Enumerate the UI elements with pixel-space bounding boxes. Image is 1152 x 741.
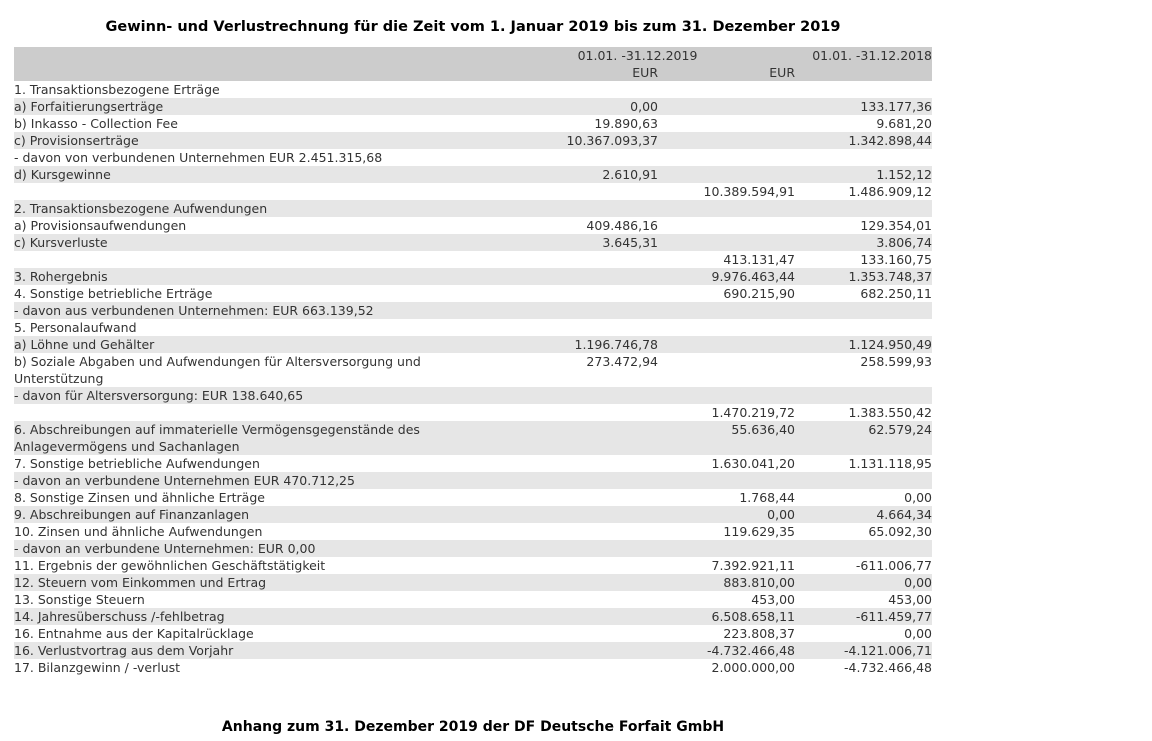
amount-2019-detail: 19.890,63 — [594, 116, 658, 131]
amount-2019-detail — [480, 625, 658, 642]
amount-2019-detail: 273.472,94 — [586, 354, 658, 369]
amount-2019-total — [658, 81, 795, 98]
table-row — [14, 319, 932, 336]
amount-2018: -4.121.006,71 — [795, 642, 932, 659]
row-label: 16. Entnahme aus der Kapitalrücklage — [14, 626, 254, 641]
row-label: 4. Sonstige betriebliche Erträge — [14, 286, 213, 301]
amount-2018 — [795, 387, 932, 404]
table-row — [14, 506, 932, 523]
amount-2019-total: 55.636,40 — [658, 421, 795, 455]
row-label: d) Kursgewinne — [14, 166, 480, 183]
table-row — [14, 98, 932, 115]
amount-2018 — [795, 81, 932, 98]
amount-2018: -4.732.466,48 — [843, 660, 932, 675]
amount-2019-detail — [480, 523, 658, 540]
amount-2018: 4.664,34 — [795, 506, 932, 523]
row-label: - davon aus verbundenen Unternehmen: EUR 663.139,52 — [14, 302, 480, 319]
amount-2018: 3.806,74 — [795, 234, 932, 251]
amount-2019-total: 7.392.921,11 — [711, 558, 795, 573]
table-row — [14, 540, 932, 557]
table-row — [14, 183, 932, 200]
amount-2019-detail — [480, 200, 658, 217]
amount-2018: 0,00 — [795, 574, 932, 591]
row-label: a) Provisionsaufwendungen — [14, 218, 187, 233]
table-row — [14, 251, 932, 268]
row-label: b) Inkasso - Collection Fee — [14, 116, 178, 131]
row-label — [14, 404, 480, 421]
amount-2019-total — [658, 149, 795, 166]
amount-2019-total: 223.808,37 — [723, 626, 795, 641]
amount-2018: 0,00 — [904, 490, 932, 505]
table-row — [14, 81, 932, 98]
amount-2019-detail — [480, 251, 658, 268]
document-page — [14, 0, 932, 735]
amount-2019-total: 9.976.463,44 — [658, 268, 795, 285]
row-label: - davon an verbundene Unternehmen: EUR 0,00 — [14, 540, 480, 557]
row-label: - davon von verbundenen Unternehmen EUR 2.451.315,68 — [14, 150, 383, 165]
amount-2019-detail — [480, 387, 658, 404]
amount-2018: 0,00 — [904, 626, 932, 641]
table-row — [14, 659, 932, 676]
amount-2019-detail: 10.367.093,37 — [480, 132, 658, 149]
row-label: 1. Transaktionsbezogene Erträge — [14, 82, 220, 97]
table-row — [14, 574, 932, 591]
table-row — [14, 387, 932, 404]
table-row — [14, 302, 932, 319]
header-period-row — [14, 47, 932, 64]
table-row — [14, 149, 932, 166]
amount-2018 — [795, 472, 932, 489]
row-label: b) Soziale Abgaben und Aufwendungen für Altersversorgung und Unterstützung — [14, 354, 421, 386]
amount-2019-total: 2.000.000,00 — [711, 660, 795, 675]
page-title: Gewinn- und Verlustrechnung für die Zeit vom 1. Januar 2019 bis zum 31. Dezember 2019 — [105, 19, 841, 35]
column-header-period-2018: 01.01. -31.12.2018 — [795, 47, 932, 64]
row-label: 10. Zinsen und ähnliche Aufwendungen — [14, 524, 263, 539]
table-row — [14, 421, 932, 455]
table-row — [14, 557, 932, 574]
amount-2018: 65.092,30 — [868, 524, 932, 539]
amount-2018: 129.354,01 — [860, 218, 932, 233]
amount-2019-detail — [480, 591, 658, 608]
amount-2019-total: 1.768,44 — [739, 490, 795, 505]
amount-2018: 133.160,75 — [860, 252, 932, 267]
amount-2019-total: -4.732.466,48 — [658, 642, 795, 659]
table-row — [14, 132, 932, 149]
amount-2019-total: 0,00 — [658, 506, 795, 523]
amount-2019-total: 453,00 — [751, 592, 795, 607]
table-row — [14, 217, 932, 234]
row-label — [14, 183, 480, 200]
amount-2018 — [795, 149, 932, 166]
amount-2019-total — [658, 387, 795, 404]
table-row — [14, 404, 932, 421]
amount-2019-detail — [480, 642, 658, 659]
amount-2019-total: 413.131,47 — [723, 252, 795, 267]
amount-2018: 453,00 — [888, 592, 932, 607]
amount-2019-detail — [480, 81, 658, 98]
amount-2019-detail — [480, 183, 658, 200]
amount-2018: 1.342.898,44 — [795, 132, 932, 149]
table-body — [14, 81, 932, 676]
profit-and-loss-table — [14, 47, 932, 676]
amount-2019-detail — [480, 574, 658, 591]
amount-2019-detail — [480, 421, 658, 455]
row-label: 13. Sonstige Steuern — [14, 592, 145, 607]
amount-2019-detail: 0,00 — [480, 98, 658, 115]
column-header-currency-2019-total: EUR — [658, 64, 795, 81]
header-spacer-cell — [14, 47, 480, 64]
table-header — [14, 47, 932, 81]
table-row — [14, 608, 932, 625]
amount-2019-detail — [480, 557, 658, 574]
amount-2019-detail: 2.610,91 — [480, 166, 658, 183]
amount-2018 — [795, 200, 932, 217]
header-currency-row — [14, 64, 932, 81]
amount-2019-total: 690.215,90 — [723, 286, 795, 301]
row-label: c) Kursverluste — [14, 234, 480, 251]
amount-2018 — [795, 302, 932, 319]
amount-2018: 9.681,20 — [876, 116, 932, 131]
table-row — [14, 336, 932, 353]
amount-2019-total — [658, 353, 795, 387]
amount-2019-total: 6.508.658,11 — [658, 608, 795, 625]
row-label: 8. Sonstige Zinsen und ähnliche Erträge — [14, 490, 265, 505]
amount-2018: 1.486.909,12 — [848, 184, 932, 199]
amount-2019-detail: 409.486,16 — [586, 218, 658, 233]
document-footer: Anhang zum 31. Dezember 2019 der DF Deutsche Forfait GmbH — [221, 719, 725, 735]
row-label: 2. Transaktionsbezogene Aufwendungen — [14, 200, 480, 217]
amount-2019-detail: 3.645,31 — [480, 234, 658, 251]
amount-2019-total — [658, 200, 795, 217]
amount-2018: 682.250,11 — [860, 286, 932, 301]
row-label: - davon für Altersversorgung: EUR 138.640,65 — [14, 387, 480, 404]
amount-2018: 62.579,24 — [795, 421, 932, 455]
amount-2019-total — [658, 115, 795, 132]
table-row — [14, 115, 932, 132]
row-label: 12. Steuern vom Einkommen und Ertrag — [14, 574, 480, 591]
table-row — [14, 268, 932, 285]
row-label: - davon an verbundene Unternehmen EUR 470.712,25 — [14, 472, 480, 489]
amount-2019-detail — [480, 489, 658, 506]
amount-2018: 1.353.748,37 — [795, 268, 932, 285]
amount-2018: 133.177,36 — [795, 98, 932, 115]
column-header-currency-2019-detail: EUR — [480, 64, 658, 81]
table-row — [14, 523, 932, 540]
row-label: 5. Personalaufwand — [14, 320, 137, 335]
row-label: 3. Rohergebnis — [14, 268, 480, 285]
amount-2018: -611.006,77 — [855, 558, 932, 573]
amount-2018: 1.124.950,49 — [795, 336, 932, 353]
row-label: 7. Sonstige betriebliche Aufwendungen — [14, 456, 260, 471]
amount-2019-total — [658, 132, 795, 149]
amount-2019-total — [658, 98, 795, 115]
amount-2019-total — [658, 319, 795, 336]
header-spacer-cell — [795, 64, 932, 81]
amount-2019-detail — [480, 319, 658, 336]
row-label: a) Löhne und Gehälter — [14, 336, 480, 353]
table-row — [14, 472, 932, 489]
row-label: 9. Abschreibungen auf Finanzanlagen — [14, 506, 480, 523]
table-row — [14, 166, 932, 183]
amount-2019-total: 119.629,35 — [723, 524, 795, 539]
amount-2018: -611.459,77 — [795, 608, 932, 625]
amount-2019-detail — [480, 472, 658, 489]
row-label: 16. Verlustvortrag aus dem Vorjahr — [14, 642, 480, 659]
row-label: 17. Bilanzgewinn / -verlust — [14, 660, 181, 675]
amount-2018: 258.599,93 — [860, 354, 932, 369]
amount-2019-detail — [480, 149, 658, 166]
amount-2019-total — [658, 234, 795, 251]
amount-2019-detail — [480, 608, 658, 625]
table-row — [14, 353, 932, 387]
amount-2019-detail — [480, 659, 658, 676]
amount-2019-detail — [480, 455, 658, 472]
amount-2018: 1.131.118,95 — [848, 456, 932, 471]
amount-2019-total — [658, 302, 795, 319]
table-row — [14, 625, 932, 642]
table-row — [14, 489, 932, 506]
header-spacer-cell — [14, 64, 480, 81]
amount-2019-total: 1.630.041,20 — [711, 456, 795, 471]
table-row — [14, 642, 932, 659]
amount-2019-detail — [480, 404, 658, 421]
amount-2019-detail — [480, 285, 658, 302]
table-row — [14, 200, 932, 217]
amount-2019-total — [658, 166, 795, 183]
table-row — [14, 234, 932, 251]
row-label: a) Forfaitierungserträge — [14, 98, 480, 115]
amount-2019-detail — [480, 540, 658, 557]
row-label — [14, 251, 480, 268]
amount-2019-total — [658, 472, 795, 489]
amount-2019-total: 10.389.594,91 — [703, 184, 795, 199]
amount-2018: 1.152,12 — [795, 166, 932, 183]
amount-2019-total — [658, 336, 795, 353]
row-label: 14. Jahresüberschuss /-fehlbetrag — [14, 608, 480, 625]
amount-2019-total: 883.810,00 — [658, 574, 795, 591]
table-row — [14, 591, 932, 608]
table-row — [14, 455, 932, 472]
row-label: 11. Ergebnis der gewöhnlichen Geschäftstätigkeit — [14, 558, 326, 573]
row-label: c) Provisionserträge — [14, 132, 480, 149]
amount-2019-total: 1.470.219,72 — [711, 405, 795, 420]
amount-2019-detail: 1.196.746,78 — [480, 336, 658, 353]
amount-2018 — [795, 540, 932, 557]
amount-2019-detail — [480, 302, 658, 319]
column-header-period-2019: 01.01. -31.12.2019 — [480, 47, 795, 64]
amount-2019-total — [658, 540, 795, 557]
amount-2018 — [795, 319, 932, 336]
amount-2019-detail — [480, 506, 658, 523]
row-label: 6. Abschreibungen auf immaterielle Vermögensgegenstände des Anlagevermögens und Sachanlagen — [14, 421, 480, 455]
table-row — [14, 285, 932, 302]
amount-2018: 1.383.550,42 — [848, 405, 932, 420]
amount-2019-detail — [480, 268, 658, 285]
amount-2019-total — [658, 217, 795, 234]
